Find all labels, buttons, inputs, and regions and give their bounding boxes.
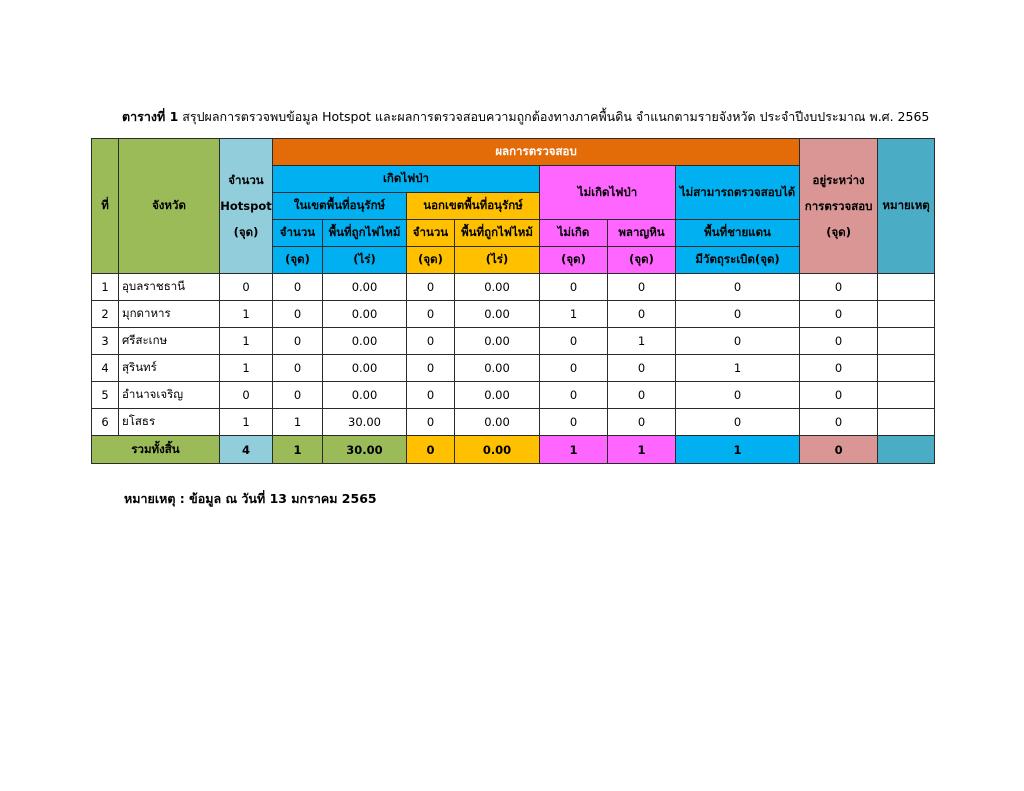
cell-not-occur: 1 (540, 301, 608, 328)
header-pending-line2: การตรวจสอบ (804, 199, 873, 213)
cell-in-area: 0.00 (323, 382, 407, 409)
total-out-area: 0.00 (455, 436, 540, 464)
cell-hotspot: 1 (220, 328, 273, 355)
cell-no: 5 (92, 382, 119, 409)
cell-no: 1 (92, 274, 119, 301)
cell-hotspot: 1 (220, 409, 273, 436)
cell-province: อุบลราชธานี (119, 274, 220, 301)
cell-solar: 0 (608, 382, 676, 409)
header-pending-line3: (จุด) (826, 225, 851, 239)
cell-hotspot: 0 (220, 274, 273, 301)
cell-province: ศรีสะเกษ (119, 328, 220, 355)
header-out-count-l2: (จุด) (407, 247, 455, 274)
cell-no: 6 (92, 409, 119, 436)
cell-not-occur: 0 (540, 328, 608, 355)
header-hotspot-count (220, 139, 273, 274)
cell-out-area: 0.00 (455, 382, 540, 409)
cell-no: 4 (92, 355, 119, 382)
header-not-occur-l2: (จุด) (540, 247, 608, 274)
cell-remark (878, 382, 935, 409)
total-solar: 1 (608, 436, 676, 464)
total-remark (878, 436, 935, 464)
header-out-conserve: นอกเขตพื้นที่อนุรักษ์ (407, 193, 540, 220)
cell-solar: 0 (608, 274, 676, 301)
header-no: ที่ (92, 139, 119, 274)
cell-remark (878, 355, 935, 382)
hotspot-summary-table (91, 138, 935, 464)
cell-remark (878, 274, 935, 301)
header-in-count-l2: (จุด) (273, 247, 323, 274)
cell-in-count: 0 (273, 274, 323, 301)
header-province: จังหวัด (119, 139, 220, 274)
cell-not-occur: 0 (540, 355, 608, 382)
cell-border: 0 (676, 274, 800, 301)
cell-in-area: 0.00 (323, 274, 407, 301)
table-row (92, 328, 935, 355)
cell-in-count: 0 (273, 382, 323, 409)
cell-in-area: 0.00 (323, 328, 407, 355)
table-caption (122, 107, 929, 127)
cell-remark (878, 301, 935, 328)
header-in-area-l1: พื้นที่ถูกไฟไหม้ (323, 220, 407, 247)
header-hotspot-line2: Hotspot (220, 199, 272, 213)
table-row (92, 355, 935, 382)
header-no-fire: ไม่เกิดไฟป่า (540, 166, 676, 220)
cell-not-occur: 0 (540, 382, 608, 409)
total-in-count: 1 (273, 436, 323, 464)
cell-border: 0 (676, 409, 800, 436)
cell-in-area: 0.00 (323, 301, 407, 328)
cell-province: ยโสธร (119, 409, 220, 436)
cell-out-area: 0.00 (455, 328, 540, 355)
header-solar-l1: พลาญหิน (608, 220, 676, 247)
cell-not-occur: 0 (540, 409, 608, 436)
cell-out-count: 0 (407, 409, 455, 436)
cell-in-count: 0 (273, 355, 323, 382)
cell-border: 0 (676, 382, 800, 409)
header-not-occur-l1: ไม่เกิด (540, 220, 608, 247)
header-out-area-l1: พื้นที่ถูกไฟไหม้ (455, 220, 540, 247)
cell-no: 2 (92, 301, 119, 328)
table-row (92, 409, 935, 436)
total-in-area: 30.00 (323, 436, 407, 464)
cell-in-count: 0 (273, 301, 323, 328)
header-results: ผลการตรวจสอบ (273, 139, 800, 166)
cell-remark (878, 328, 935, 355)
cell-border: 1 (676, 355, 800, 382)
cell-pending: 0 (800, 382, 878, 409)
cell-out-area: 0.00 (455, 355, 540, 382)
cell-out-count: 0 (407, 382, 455, 409)
cell-out-count: 0 (407, 328, 455, 355)
header-in-count-l1: จำนวน (273, 220, 323, 247)
total-out-count: 0 (407, 436, 455, 464)
cell-not-occur: 0 (540, 274, 608, 301)
cell-in-area: 0.00 (323, 355, 407, 382)
cell-out-count: 0 (407, 274, 455, 301)
cell-remark (878, 409, 935, 436)
cell-solar: 0 (608, 301, 676, 328)
cell-province: อำนาจเจริญ (119, 382, 220, 409)
cell-hotspot: 0 (220, 382, 273, 409)
cell-solar: 0 (608, 355, 676, 382)
header-pending (800, 139, 878, 274)
cell-no: 3 (92, 328, 119, 355)
cell-pending: 0 (800, 301, 878, 328)
header-hotspot-line1: จำนวน (228, 173, 264, 187)
total-hotspot: 4 (220, 436, 273, 464)
cell-out-count: 0 (407, 355, 455, 382)
cell-border: 0 (676, 301, 800, 328)
caption-label: ตารางที่ 1 (122, 109, 179, 124)
header-fire: เกิดไฟป่า (273, 166, 540, 193)
header-in-area-l2: (ไร่) (323, 247, 407, 274)
header-remark: หมายเหตุ (878, 139, 935, 274)
cell-pending: 0 (800, 355, 878, 382)
header-out-area-l2: (ไร่) (455, 247, 540, 274)
total-border: 1 (676, 436, 800, 464)
cell-in-count: 1 (273, 409, 323, 436)
cell-solar: 1 (608, 328, 676, 355)
cell-hotspot: 1 (220, 355, 273, 382)
table-row (92, 274, 935, 301)
cell-province: สุรินทร์ (119, 355, 220, 382)
cell-hotspot: 1 (220, 301, 273, 328)
cell-out-area: 0.00 (455, 409, 540, 436)
cell-in-count: 0 (273, 328, 323, 355)
cell-pending: 0 (800, 409, 878, 436)
table-row (92, 382, 935, 409)
cell-pending: 0 (800, 274, 878, 301)
cell-solar: 0 (608, 409, 676, 436)
header-pending-line1: อยู่ระหว่าง (812, 173, 865, 187)
cell-in-area: 30.00 (323, 409, 407, 436)
cell-out-area: 0.00 (455, 301, 540, 328)
header-hotspot-line3: (จุด) (233, 225, 259, 239)
total-not-occur: 1 (540, 436, 608, 464)
header-in-conserve: ในเขตพื้นที่อนุรักษ์ (273, 193, 407, 220)
cell-pending: 0 (800, 328, 878, 355)
cell-border: 0 (676, 328, 800, 355)
cell-province: มุกดาหาร (119, 301, 220, 328)
cell-out-count: 0 (407, 301, 455, 328)
footnote: หมายเหตุ : ข้อมูล ณ วันที่ 13 มกราคม 2565 (124, 491, 377, 506)
header-border-l1: พื้นที่ชายแดน (676, 220, 800, 247)
header-solar-l2: (จุด) (608, 247, 676, 274)
cell-out-area: 0.00 (455, 274, 540, 301)
header-cannot-check: ไม่สามารถตรวจสอบได้ (676, 166, 800, 220)
header-border-l2: มีวัตถุระเบิด(จุด) (676, 247, 800, 274)
header-out-count-l1: จำนวน (407, 220, 455, 247)
total-row (92, 436, 935, 464)
total-label: รวมทั้งสิ้น (92, 436, 220, 464)
table-row (92, 301, 935, 328)
caption-text: สรุปผลการตรวจพบข้อมูล Hotspot และผลการตรวจสอบความถูกต้องทางภาคพื้นดิน จำแนกตามรายจังหวัด ประจำปีงบประมาณ พ.ศ. 2565 (178, 109, 930, 124)
total-pending: 0 (800, 436, 878, 464)
